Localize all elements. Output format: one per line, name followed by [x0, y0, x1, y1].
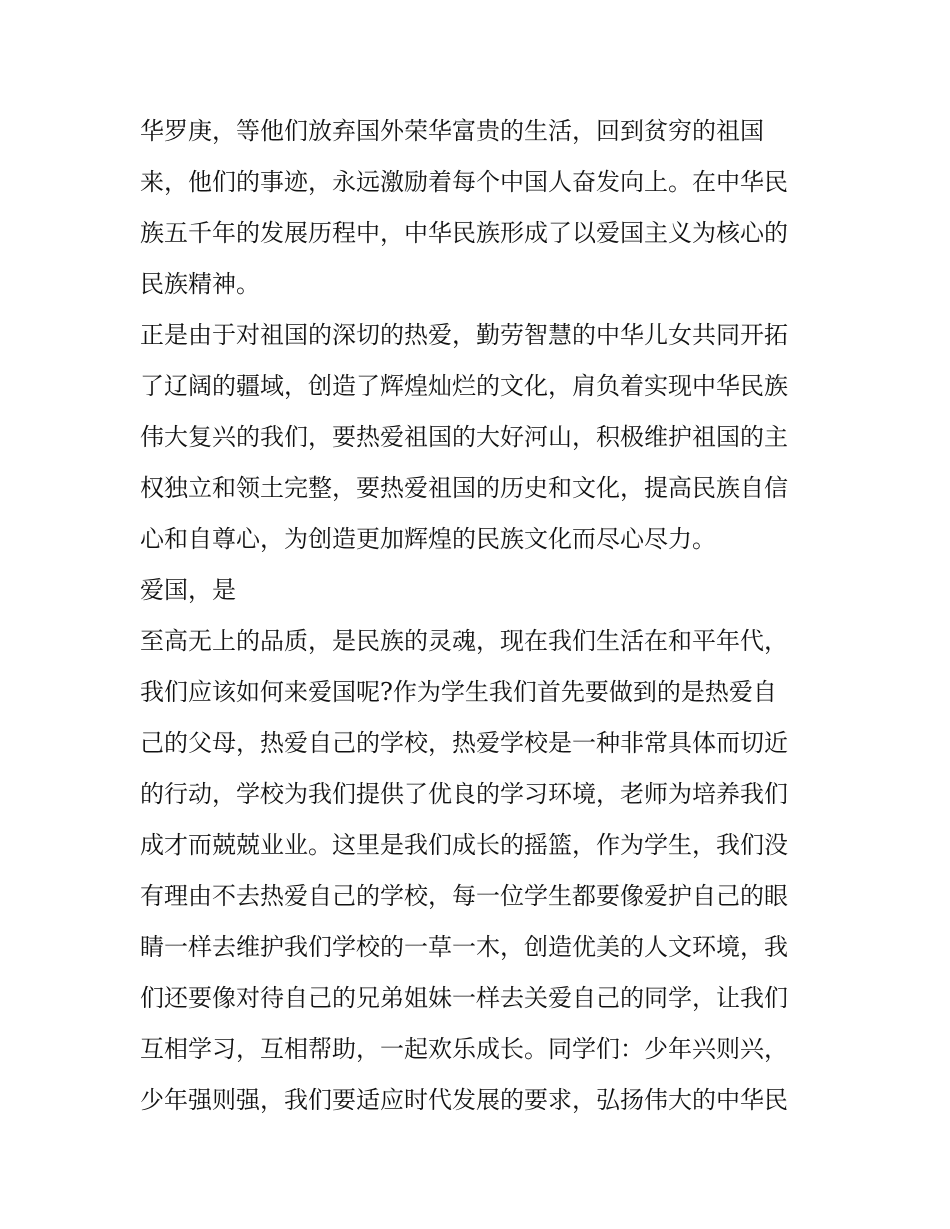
text-line: 有理由不去热爱自己的学校，每一位学生都要像爱护自己的眼 — [140, 882, 788, 910]
document-body — [140, 106, 812, 1126]
text-line: 正是由于对祖国的深切的热爱，勤劳智慧的中华儿女共同开拓 — [140, 321, 788, 349]
text-line: 们还要像对待自己的兄弟姐妹一样去关爱自己的同学，让我们 — [140, 984, 788, 1012]
text-line: 己的父母，热爱自己的学校，热爱学校是一种非常具体而切近 — [140, 729, 788, 757]
text-line: 睛一样去维护我们学校的一草一木，创造优美的人文环境，我 — [140, 933, 788, 961]
text-line: 来，他们的事迹，永远激励着每个中国人奋发向上。在中华民 — [140, 168, 788, 196]
text-line: 成才而兢兢业业。这里是我们成长的摇篮，作为学生，我们没 — [140, 831, 788, 859]
text-line: 至高无上的品质，是民族的灵魂，现在我们生活在和平年代， — [140, 627, 788, 655]
text-line: 互相学习，互相帮助，一起欢乐成长。同学们：少年兴则兴， — [140, 1035, 788, 1063]
text-line: 权独立和领土完整，要热爱祖国的历史和文化，提高民族自信 — [140, 474, 788, 502]
text-line: 少年强则强，我们要适应时代发展的要求，弘扬伟大的中华民 — [140, 1086, 788, 1114]
text-line: 华罗庚，等他们放弃国外荣华富贵的生活，回到贫穷的祖国 — [140, 117, 764, 145]
text-line: 的行动，学校为我们提供了优良的学习环境，老师为培养我们 — [140, 780, 788, 808]
text-line: 心和自尊心，为创造更加辉煌的民族文化而尽心尽力。 — [140, 525, 716, 553]
text-line: 我们应该如何来爱国呢?作为学生我们首先要做到的是热爱自 — [140, 678, 777, 706]
text-line: 族五千年的发展历程中，中华民族形成了以爱国主义为核心的 — [140, 219, 788, 247]
text-line: 了辽阔的疆域，创造了辉煌灿烂的文化，肩负着实现中华民族 — [140, 372, 788, 400]
text-line: 爱国，是 — [140, 576, 236, 604]
text-line: 民族精神。 — [140, 270, 260, 298]
text-line: 伟大复兴的我们，要热爱祖国的大好河山，积极维护祖国的主 — [140, 423, 788, 451]
